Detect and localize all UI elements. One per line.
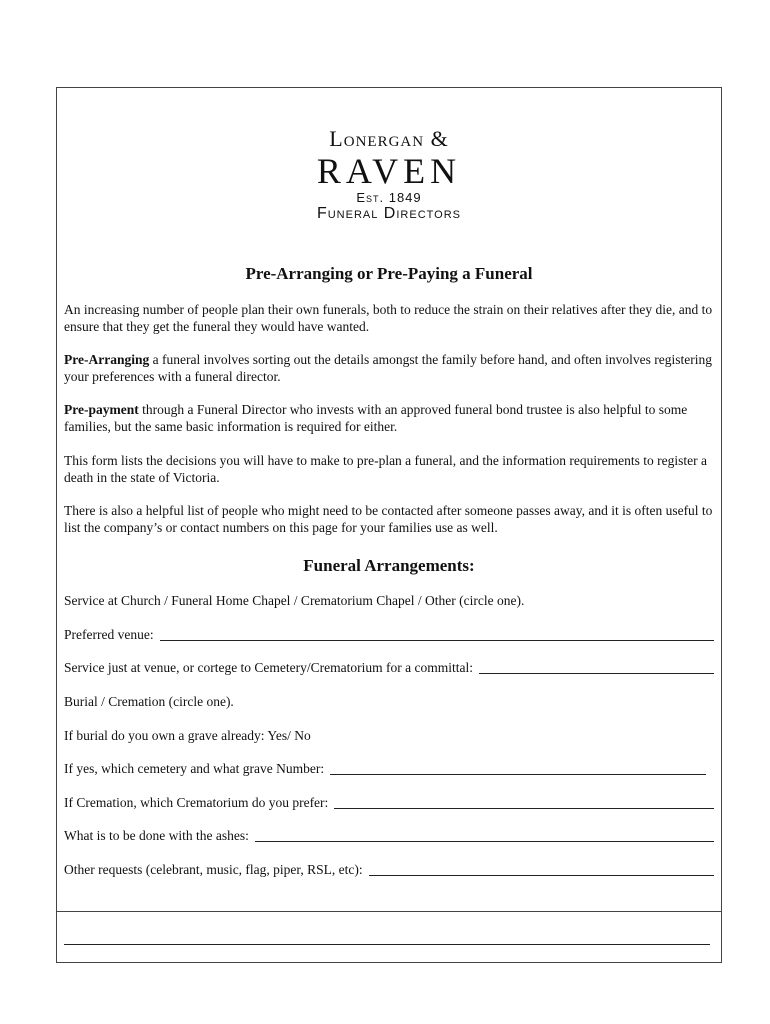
cemetery-grave-label: If yes, which cemetery and what grave Number: [64,761,325,776]
pre-arranging-paragraph [64,351,714,385]
cortege-row [64,659,714,676]
own-grave-row [64,727,714,744]
contacts-paragraph: There is also a helpful list of people who might need to be contacted after someone passes away, and it is often useful to list the company’s or contact numbers on this page for your families use as well. [64,503,713,535]
cortege-label: Service just at venue, or cortege to Cemetery/Crematorium for a committal: [64,660,473,675]
page-title: Pre-Arranging or Pre-Paying a Funeral [245,264,533,283]
other-requests-label: Other requests (celebrant, music, flag, piper, RSL, etc): [64,862,363,877]
crematorium-row [64,794,714,811]
other-requests-row [64,861,714,878]
section-divider [56,911,722,912]
intro-paragraph: An increasing number of people plan their own funerals, both to reduce the strain on their relatives after they die, and to ensure that they get the funeral they would have wanted. [64,302,713,334]
service-type-label: Service at Church / Funeral Home Chapel / Crematorium Chapel / Other (circle one). [64,593,525,608]
service-type-row [64,592,714,609]
cemetery-grave-field[interactable] [330,762,706,775]
cemetery-grave-row [64,760,714,777]
preferred-venue-field[interactable] [160,628,714,641]
preferred-venue-label: Preferred venue: [64,627,154,642]
ashes-field[interactable] [255,829,714,842]
own-grave-label: If burial do you own a grave already: Yes/ No [64,728,311,743]
pre-payment-paragraph [64,401,714,435]
burial-cremation-row [64,693,714,710]
other-requests-field[interactable] [369,863,714,876]
burial-cremation-label: Burial / Cremation (circle one). [64,694,234,709]
extra-notes-line[interactable] [64,944,710,945]
brand-tagline: Funeral Directors [316,205,462,222]
pre-payment-term: Pre-payment [64,402,139,417]
brand-top-line: Lonergan & [329,126,449,151]
crematorium-field[interactable] [334,796,714,809]
ashes-label: What is to be done with the ashes: [64,828,249,843]
pre-payment-text: through a Funeral Director who invests with an approved funeral bond trustee is also helpful to some families, but the same basic information is required for either. [64,402,688,434]
pre-arranging-term: Pre-Arranging [64,352,150,367]
brand-established: Est. 1849 [356,190,422,205]
section-title: Funeral Arrangements: [303,556,475,575]
cortege-field[interactable] [479,661,714,674]
crematorium-label: If Cremation, which Crematorium do you prefer: [64,795,329,810]
pre-arranging-text: a funeral involves sorting out the details amongst the family before hand, and often involves registering your preferences with a funeral director. [64,352,712,384]
preferred-venue-row [64,626,714,643]
ashes-row [64,827,714,844]
form-purpose-paragraph: This form lists the decisions you will have to make to pre-plan a funeral, and the information requirements to register a death in the state of Victoria. [64,453,707,485]
brand-name: RAVEN [316,151,462,191]
